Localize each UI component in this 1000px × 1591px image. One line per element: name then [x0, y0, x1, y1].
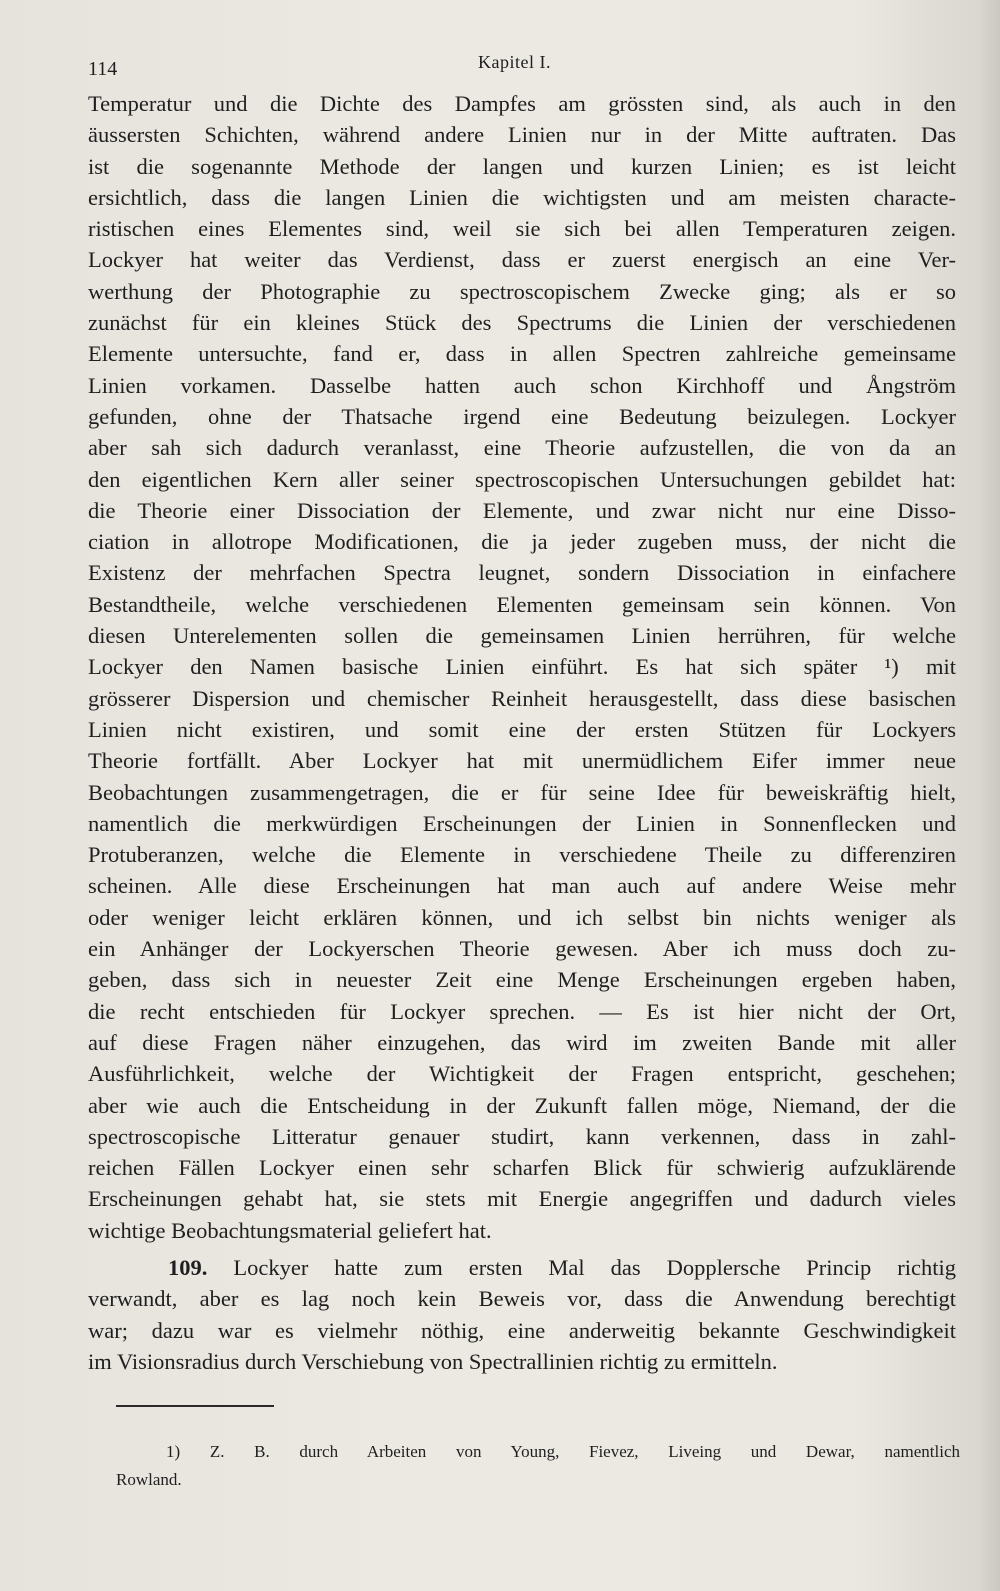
- text-line: aber wie auch die Entscheidung in der Zukunft fallen möge, Niemand, der die: [88, 1092, 956, 1118]
- text-line: diesen Unterelementen sollen die gemeinsamen Linien herrühren, für welche: [88, 623, 956, 649]
- text-line: werthung der Photographie zu spectroscopischem Zwecke ging; als er so: [88, 278, 956, 304]
- text-line: oder weniger leicht erklären können, und ich selbst bin nichts weniger als: [88, 904, 956, 930]
- text-line: grösserer Dispersion und chemischer Reinheit herausgestellt, dass diese basischen: [88, 685, 956, 711]
- text-line: zunächst für ein kleines Stück des Spectrums die Linien der verschiedenen: [88, 310, 956, 336]
- text-line: ist die sogenannte Methode der langen und kurzen Linien; es ist leicht: [88, 153, 956, 179]
- text-line: Bestandtheile, welche verschiedenen Elementen gemeinsam sein können. Von: [88, 591, 956, 617]
- text-line: gefunden, ohne der Thatsache irgend eine Bedeutung beizulegen. Lockyer: [88, 403, 956, 429]
- footnote: [116, 1438, 960, 1494]
- text-line: Lockyer den Namen basische Linien einführt. Es hat sich später ¹) mit: [88, 654, 956, 680]
- text-line: scheinen. Alle diese Erscheinungen hat man auch auf andere Weise mehr: [88, 873, 956, 899]
- text-line: Linien vorkamen. Dasselbe hatten auch schon Kirchhoff und Ångström: [88, 372, 956, 398]
- text-line: spectroscopische Litteratur genauer studirt, kann verkennen, dass in zahl-: [88, 1123, 956, 1149]
- text-line: namentlich die merkwürdigen Erscheinungen der Linien in Sonnenflecken und: [88, 810, 956, 836]
- text-line: Ausführlichkeit, welche der Wichtigkeit der Fragen entspricht, geschehen;: [88, 1061, 956, 1087]
- text-line: Existenz der mehrfachen Spectra leugnet, sondern Dissociation in einfachere: [88, 560, 956, 586]
- running-title: Kapitel I.: [478, 52, 551, 72]
- text-line: geben, dass sich in neuester Zeit eine Menge Erscheinungen ergeben haben,: [88, 967, 956, 993]
- text-line: auf diese Fragen näher einzugehen, das wird im zweiten Bande mit aller: [88, 1029, 956, 1055]
- text-line: ein Anhänger der Lockyerschen Theorie gewesen. Aber ich muss doch zu-: [88, 936, 956, 962]
- text-line: ciation in allotrope Modificationen, die ja jeder zugeben muss, der nicht die: [88, 529, 956, 555]
- footnote-line: Rowland.: [116, 1470, 182, 1489]
- text-line: Linien nicht existiren, und somit eine der ersten Stützen für Lockyers: [88, 716, 956, 742]
- text-line: Protuberanzen, welche die Elemente in verschiedene Theile zu differenziren: [88, 842, 956, 868]
- text-line: aber sah sich dadurch veranlasst, eine Theorie aufzustellen, die von da an: [88, 435, 956, 461]
- footnote-divider: [116, 1405, 274, 1407]
- text-line: wichtige Beobachtungsmaterial geliefert hat.: [88, 1217, 492, 1243]
- text-line: ersichtlich, dass die langen Linien die wichtigsten und am meisten characte-: [88, 184, 956, 210]
- page-edge-shadow: [978, 0, 1000, 1591]
- section-number: 109.: [168, 1254, 208, 1280]
- section-first-line-text: Lockyer hatte zum ersten Mal das Dopplersche Princip richtig: [233, 1254, 956, 1280]
- text-line: den eigentlichen Kern aller seiner spectroscopischen Untersuchungen gebildet hat:: [88, 466, 956, 492]
- text-line: Lockyer hat weiter das Verdienst, dass er zuerst energisch an eine Ver-: [88, 247, 956, 273]
- text-line: Beobachtungen zusammengetragen, die er für seine Idee für beweiskräftig hielt,: [88, 779, 956, 805]
- text-line: reichen Fällen Lockyer einen sehr scharfen Blick für schwierig aufzuklärende: [88, 1155, 956, 1181]
- page-header: [88, 52, 948, 92]
- text-line: äussersten Schichten, während andere Linien nur in der Mitte auftraten. Das: [88, 122, 956, 148]
- text-line: Temperatur und die Dichte des Dampfes am grössten sind, als auch in den: [88, 91, 956, 116]
- text-line: Theorie fortfällt. Aber Lockyer hat mit unermüdlichem Eifer immer neue: [88, 748, 956, 774]
- text-line: verwandt, aber es lag noch kein Beweis vor, dass die Anwendung berechtigt: [88, 1286, 956, 1312]
- text-line: die recht entschieden für Lockyer sprechen. — Es ist hier nicht der Ort,: [88, 998, 956, 1024]
- main-text: [88, 88, 956, 1377]
- text-line: die Theorie einer Dissociation der Elemente, und zwar nicht nur eine Disso-: [88, 497, 956, 523]
- text-line: ristischen eines Elementes sind, weil sie sich bei allen Temperaturen zeigen.: [88, 216, 956, 242]
- text-line: im Visionsradius durch Verschiebung von Spectrallinien richtig zu ermitteln.: [88, 1348, 778, 1374]
- text-line: war; dazu war es vielmehr nöthig, eine anderweitig bekannte Geschwindigkeit: [88, 1317, 956, 1343]
- text-line: Elemente untersuchte, fand er, dass in allen Spectren zahlreiche gemeinsame: [88, 341, 956, 367]
- footnote-line: 1) Z. B. durch Arbeiten von Young, Fievez, Liveing und Dewar, namentlich: [166, 1442, 960, 1461]
- text-line: Erscheinungen gehabt hat, sie stets mit Energie angegriffen und dadurch vieles: [88, 1186, 956, 1212]
- section-first-line: [88, 1252, 956, 1283]
- page-number: 114: [88, 58, 118, 80]
